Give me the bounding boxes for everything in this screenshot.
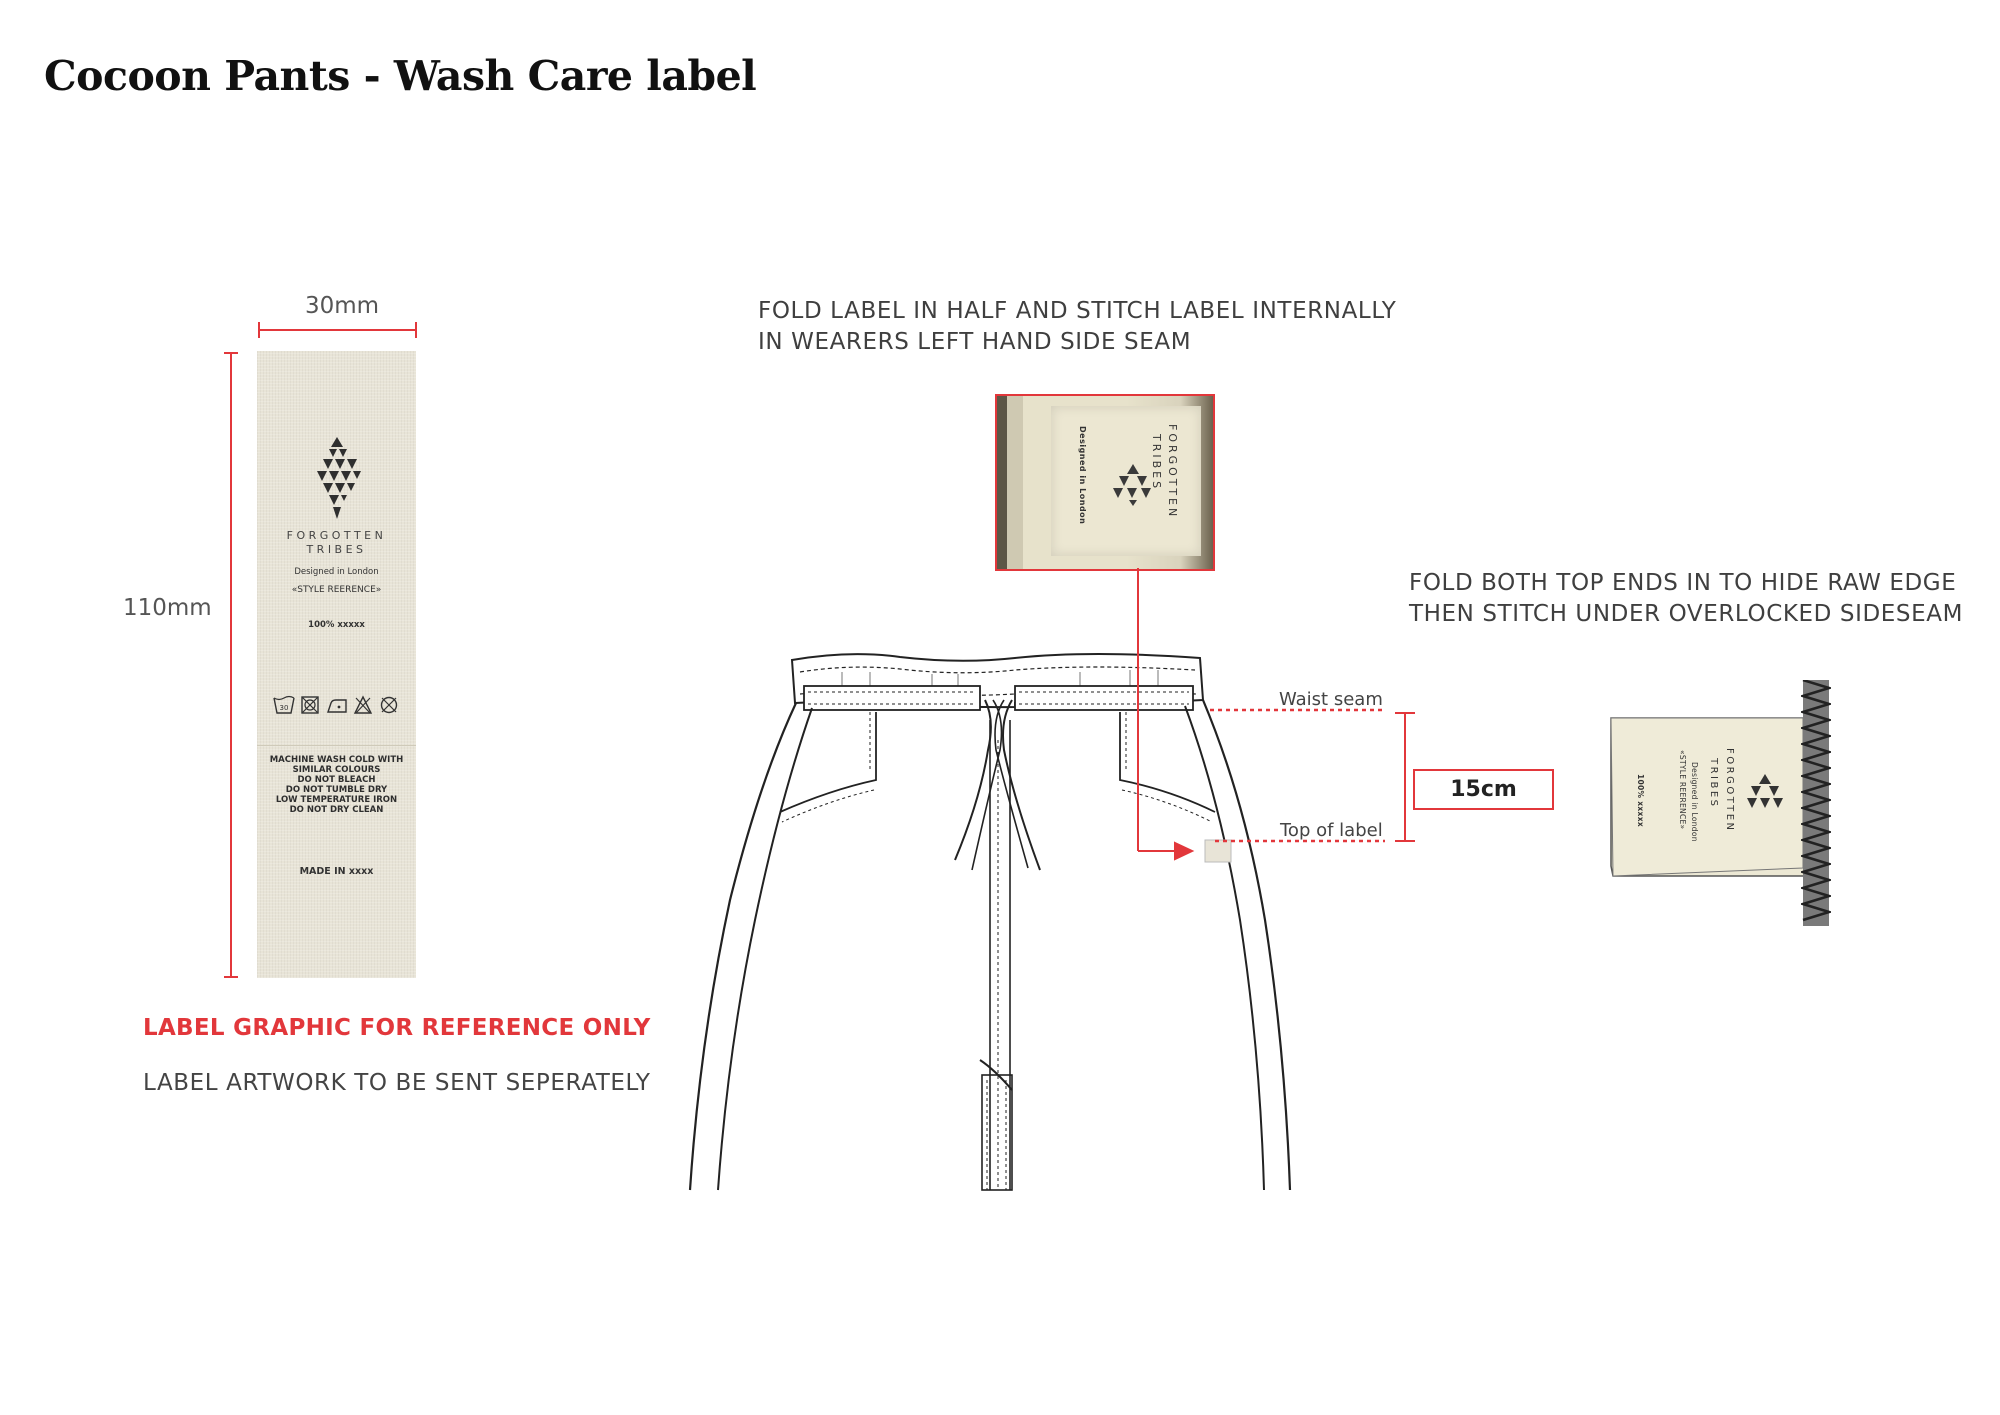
care-line-2: SIMILAR COLOURS — [292, 765, 381, 775]
care-line-5: LOW TEMPERATURE IRON — [275, 795, 398, 805]
overlock-seam — [1801, 680, 1831, 926]
folded-label-diagram — [1603, 716, 1829, 878]
photo-leader-arrow — [1138, 568, 1192, 859]
brand-line-1: FORGOTTEN — [286, 529, 387, 542]
page-title: Cocoon Pants - Wash Care label — [44, 52, 757, 100]
designed-in: Designed in London — [294, 567, 379, 577]
folded-style-reference: «STYLE REERENCE» — [1678, 750, 1687, 830]
fold-half-line-1: FOLD LABEL IN HALF AND STITCH LABEL INTERNALLY — [758, 298, 1397, 324]
made-in: MADE IN xxxx — [299, 866, 374, 877]
brand-line-2: TRIBES — [306, 543, 367, 556]
care-line-6: DO NOT DRY CLEAN — [289, 805, 384, 815]
folded-brand-line-1: FORGOTTEN — [1724, 748, 1735, 833]
width-dimension: 30mm — [305, 293, 380, 319]
fold-ends-instruction — [1409, 568, 1963, 630]
folded-composition: 100% xxxxx — [1636, 774, 1645, 827]
seam-label-marker — [1205, 840, 1231, 862]
fold-ends-line-2: THEN STITCH UNDER OVERLOCKED SIDESEAM — [1409, 601, 1964, 627]
folded-designed-in: Designed in London — [1690, 762, 1699, 842]
care-line-4: DO NOT TUMBLE DRY — [285, 785, 388, 795]
distance-box: 15cm — [1413, 769, 1554, 810]
wash-temp-text: 30 — [279, 704, 289, 712]
photo-brand-line-1: FORGOTTEN — [1166, 424, 1179, 520]
artwork-note: LABEL ARTWORK TO BE SENT SEPERATELY — [143, 1070, 651, 1096]
fold-ends-line-1: FOLD BOTH TOP ENDS IN TO HIDE RAW EDGE — [1409, 570, 1957, 596]
reference-only-note: LABEL GRAPHIC FOR REFERENCE ONLY — [143, 1015, 651, 1041]
pants-outline — [690, 654, 1290, 1190]
style-reference: «STYLE REERENCE» — [291, 585, 382, 595]
folded-brand-line-2: TRIBES — [1708, 758, 1719, 809]
fold-half-line-2: IN WEARERS LEFT HAND SIDE SEAM — [758, 329, 1192, 355]
top-of-label-callout: Top of label — [1280, 820, 1383, 841]
photo-designed-in: Designed in London — [1078, 426, 1087, 525]
composition: 100% xxxxx — [308, 620, 365, 630]
height-dimension: 110mm — [123, 595, 212, 621]
folded-logo-icon — [1745, 772, 1785, 812]
waist-seam-callout: Waist seam — [1279, 689, 1383, 710]
care-line-3: DO NOT BLEACH — [297, 775, 376, 785]
photo-brand-line-2: TRIBES — [1150, 434, 1163, 492]
care-line-1: MACHINE WASH COLD WITH — [269, 755, 404, 765]
